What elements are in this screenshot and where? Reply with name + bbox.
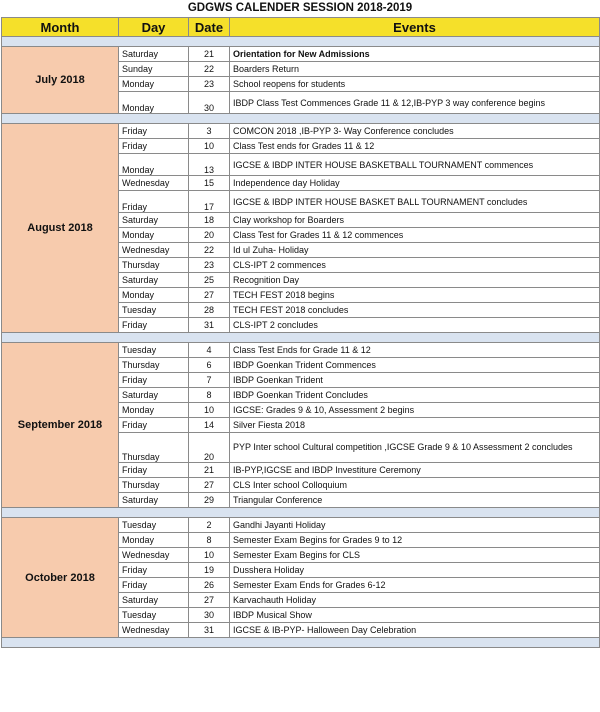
event-cell: Class Test ends for Grades 11 & 12 — [230, 139, 600, 154]
day-cell: Saturday — [119, 593, 189, 608]
day-cell: Tuesday — [119, 303, 189, 318]
calendar-table — [1, 17, 600, 648]
spacer-cell — [2, 508, 600, 518]
event-cell: Semester Exam Ends for Grades 6-12 — [230, 578, 600, 593]
day-cell: Wednesday — [119, 243, 189, 258]
event-cell: Boarders Return — [230, 62, 600, 77]
date-cell: 4 — [189, 343, 230, 358]
day-header: Day — [119, 18, 189, 37]
date-cell: 23 — [189, 258, 230, 273]
day-cell: Saturday — [119, 273, 189, 288]
event-cell: Semester Exam Begins for Grades 9 to 12 — [230, 533, 600, 548]
day-cell: Friday — [119, 139, 189, 154]
day-cell: Friday — [119, 318, 189, 333]
spacer-cell — [2, 638, 600, 648]
event-cell: PYP Inter school Cultural competition ,IGCSE Grade 9 & 10 Assessment 2 concludes — [230, 433, 600, 463]
events-header: Events — [230, 18, 600, 37]
event-cell: IBDP Goenkan Trident Commences — [230, 358, 600, 373]
day-cell: Monday — [119, 288, 189, 303]
event-cell: IBDP Goenkan Trident Concludes — [230, 388, 600, 403]
day-cell: Monday — [119, 154, 189, 176]
date-cell: 26 — [189, 578, 230, 593]
day-cell: Saturday — [119, 388, 189, 403]
event-cell: Triangular Conference — [230, 493, 600, 508]
date-cell: 27 — [189, 478, 230, 493]
day-cell: Wednesday — [119, 548, 189, 563]
date-cell: 27 — [189, 593, 230, 608]
event-cell: IGCSE & IBDP INTER HOUSE BASKETBALL TOURNAMENT commences — [230, 154, 600, 176]
date-cell: 2 — [189, 518, 230, 533]
day-cell: Sunday — [119, 62, 189, 77]
day-cell: Thursday — [119, 433, 189, 463]
day-cell: Monday — [119, 403, 189, 418]
table-row — [2, 124, 600, 139]
event-cell: TECH FEST 2018 concludes — [230, 303, 600, 318]
date-cell: 19 — [189, 563, 230, 578]
event-cell: Class Test Ends for Grade 11 & 12 — [230, 343, 600, 358]
event-cell: Gandhi Jayanti Holiday — [230, 518, 600, 533]
event-cell: IB-PYP,IGCSE and IBDP Investiture Ceremony — [230, 463, 600, 478]
table-row — [2, 518, 600, 533]
event-cell: IBDP Class Test Commences Grade 11 & 12,IB-PYP 3 way conference begins — [230, 92, 600, 114]
event-cell: Clay workshop for Boarders — [230, 213, 600, 228]
day-cell: Friday — [119, 463, 189, 478]
month-cell: September 2018 — [2, 343, 119, 508]
date-cell: 10 — [189, 403, 230, 418]
day-cell: Friday — [119, 578, 189, 593]
month-cell: August 2018 — [2, 124, 119, 333]
date-cell: 20 — [189, 228, 230, 243]
event-cell: Dusshera Holiday — [230, 563, 600, 578]
event-cell: IGCSE & IB-PYP- Halloween Day Celebration — [230, 623, 600, 638]
event-cell: COMCON 2018 ,IB-PYP 3- Way Conference concludes — [230, 124, 600, 139]
day-cell: Saturday — [119, 47, 189, 62]
spacer-cell — [2, 333, 600, 343]
event-cell: Id ul Zuha- Holiday — [230, 243, 600, 258]
date-cell: 31 — [189, 623, 230, 638]
event-cell: CLS-IPT 2 commences — [230, 258, 600, 273]
calendar-body — [2, 37, 600, 648]
date-cell: 8 — [189, 533, 230, 548]
date-cell: 7 — [189, 373, 230, 388]
spacer-row — [2, 114, 600, 124]
date-header: Date — [189, 18, 230, 37]
day-cell: Tuesday — [119, 608, 189, 623]
date-cell: 6 — [189, 358, 230, 373]
header-row — [2, 18, 600, 37]
event-cell: School reopens for students — [230, 77, 600, 92]
day-cell: Wednesday — [119, 623, 189, 638]
day-cell: Saturday — [119, 493, 189, 508]
day-cell: Friday — [119, 563, 189, 578]
day-cell: Friday — [119, 418, 189, 433]
event-cell: CLS-IPT 2 concludes — [230, 318, 600, 333]
table-row — [2, 343, 600, 358]
spacer-row — [2, 508, 600, 518]
spacer-row — [2, 638, 600, 648]
day-cell: Wednesday — [119, 176, 189, 191]
date-cell: 8 — [189, 388, 230, 403]
event-cell: Orientation for New Admissions — [230, 47, 600, 62]
day-cell: Friday — [119, 191, 189, 213]
event-cell: CLS Inter school Colloquium — [230, 478, 600, 493]
date-cell: 13 — [189, 154, 230, 176]
date-cell: 17 — [189, 191, 230, 213]
event-cell: IGCSE: Grades 9 & 10, Assessment 2 begins — [230, 403, 600, 418]
day-cell: Thursday — [119, 478, 189, 493]
month-cell: July 2018 — [2, 47, 119, 114]
event-cell: Recognition Day — [230, 273, 600, 288]
day-cell: Friday — [119, 124, 189, 139]
spacer-cell — [2, 37, 600, 47]
day-cell: Monday — [119, 228, 189, 243]
day-cell: Thursday — [119, 358, 189, 373]
date-cell: 10 — [189, 548, 230, 563]
date-cell: 21 — [189, 47, 230, 62]
date-cell: 30 — [189, 92, 230, 114]
date-cell: 23 — [189, 77, 230, 92]
date-cell: 14 — [189, 418, 230, 433]
event-cell: Class Test for Grades 11 & 12 commences — [230, 228, 600, 243]
event-cell: Semester Exam Begins for CLS — [230, 548, 600, 563]
date-cell: 31 — [189, 318, 230, 333]
day-cell: Monday — [119, 92, 189, 114]
event-cell: Karvachauth Holiday — [230, 593, 600, 608]
event-cell: IGCSE & IBDP INTER HOUSE BASKET BALL TOURNAMENT concludes — [230, 191, 600, 213]
date-cell: 21 — [189, 463, 230, 478]
day-cell: Monday — [119, 77, 189, 92]
date-cell: 22 — [189, 243, 230, 258]
date-cell: 18 — [189, 213, 230, 228]
month-header: Month — [2, 18, 119, 37]
date-cell: 20 — [189, 433, 230, 463]
table-row — [2, 47, 600, 62]
spacer-row — [2, 37, 600, 47]
month-cell: October 2018 — [2, 518, 119, 638]
date-cell: 22 — [189, 62, 230, 77]
date-cell: 28 — [189, 303, 230, 318]
day-cell: Friday — [119, 373, 189, 388]
day-cell: Thursday — [119, 258, 189, 273]
day-cell: Tuesday — [119, 518, 189, 533]
date-cell: 29 — [189, 493, 230, 508]
event-cell: IBDP Goenkan Trident — [230, 373, 600, 388]
event-cell: Silver Fiesta 2018 — [230, 418, 600, 433]
day-cell: Monday — [119, 533, 189, 548]
day-cell: Tuesday — [119, 343, 189, 358]
date-cell: 25 — [189, 273, 230, 288]
spacer-row — [2, 333, 600, 343]
page-title: GDGWS CALENDER SESSION 2018-2019 — [187, 2, 413, 14]
event-cell: IBDP Musical Show — [230, 608, 600, 623]
day-cell: Saturday — [119, 213, 189, 228]
date-cell: 30 — [189, 608, 230, 623]
spacer-cell — [2, 114, 600, 124]
date-cell: 3 — [189, 124, 230, 139]
event-cell: Independence day Holiday — [230, 176, 600, 191]
date-cell: 10 — [189, 139, 230, 154]
event-cell: TECH FEST 2018 begins — [230, 288, 600, 303]
date-cell: 15 — [189, 176, 230, 191]
date-cell: 27 — [189, 288, 230, 303]
